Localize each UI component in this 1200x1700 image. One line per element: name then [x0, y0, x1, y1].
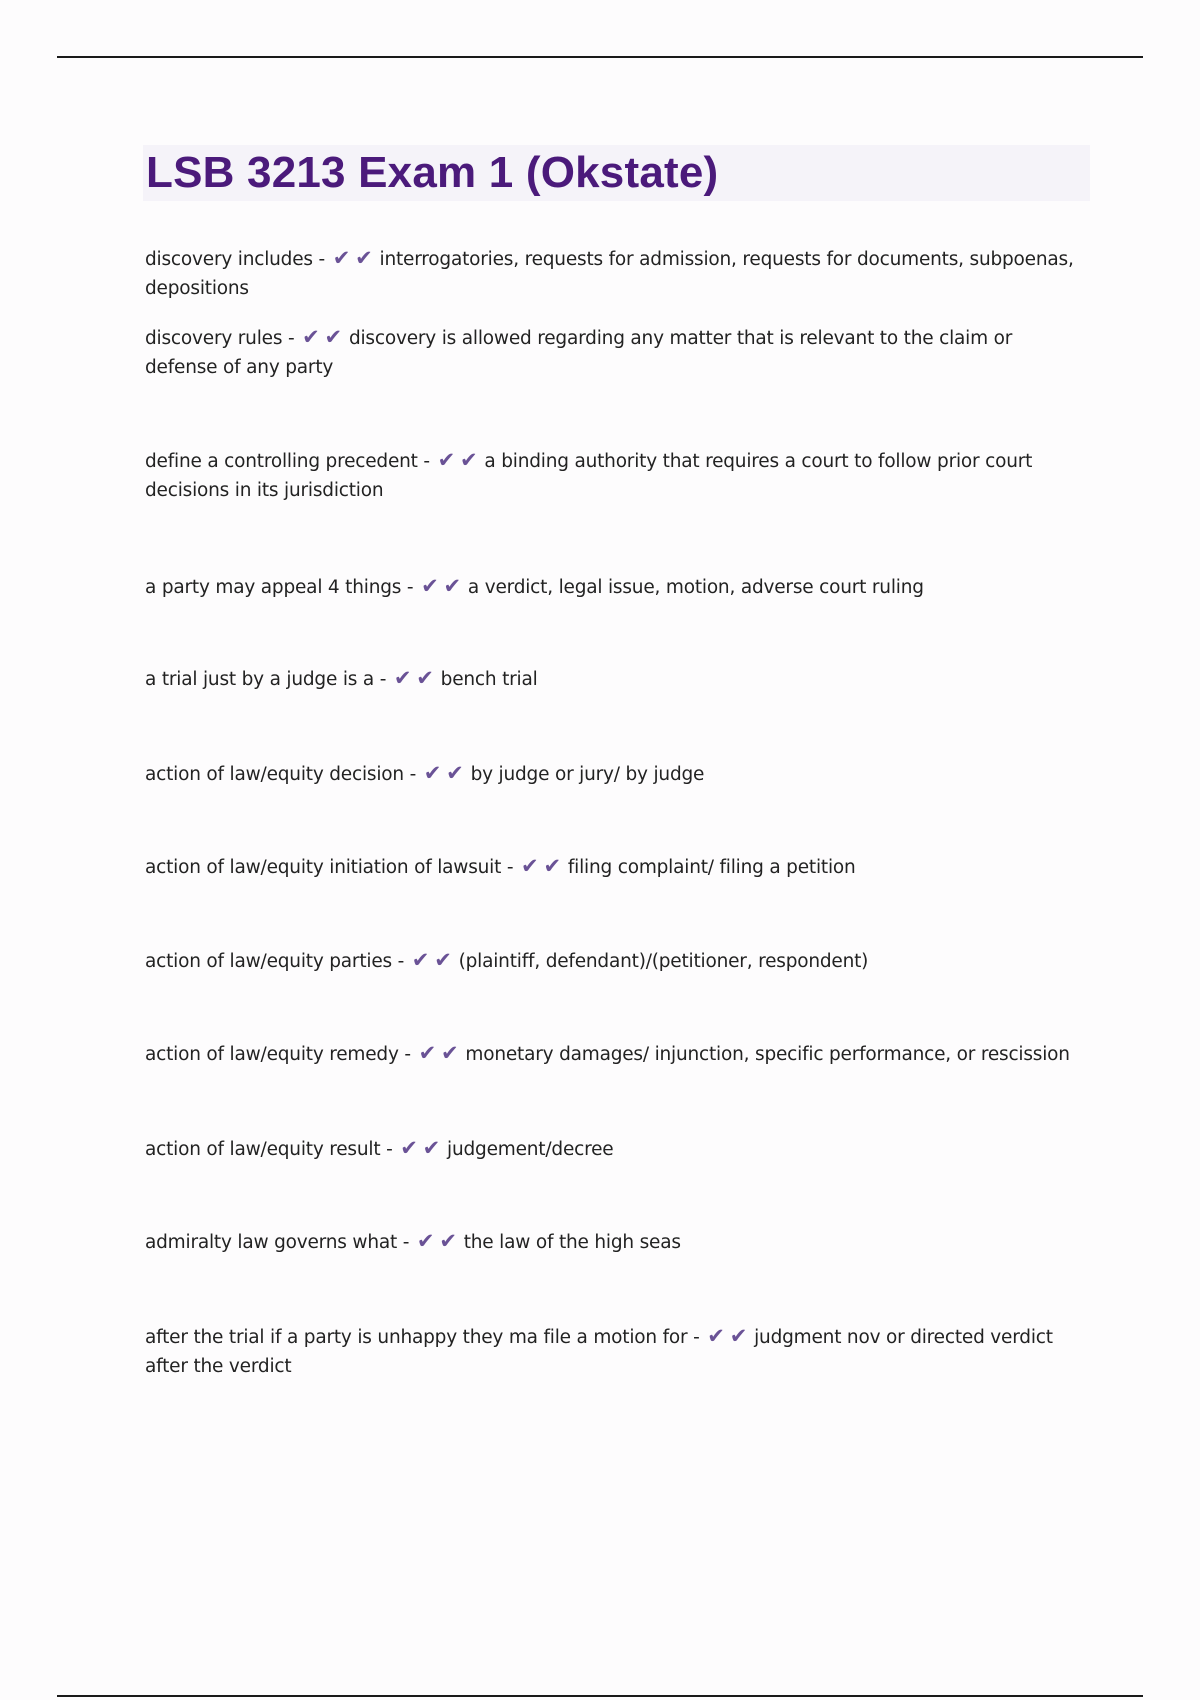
check-icon: ✔: [423, 761, 442, 785]
check-icon: ✔: [411, 948, 430, 972]
qa-term: a trial just by a judge is a -: [145, 669, 387, 690]
double-check-icon: [421, 572, 466, 601]
check-icon: ✔: [324, 325, 342, 349]
qa-term: after the trial if a party is unhappy they ma file a motion for -: [145, 1327, 700, 1348]
check-icon: ✔: [355, 246, 373, 270]
check-icon: ✔: [437, 448, 455, 472]
qa-term: action of law/equity result -: [145, 1139, 393, 1160]
qa-item: [145, 852, 1090, 882]
qa-term: action of law/equity parties -: [145, 951, 405, 972]
qa-answer: (plaintiff, defendant)/(petitioner, respondent): [458, 951, 869, 972]
double-check-icon: [438, 446, 483, 475]
check-icon: ✔: [446, 761, 464, 785]
double-check-icon: [333, 244, 378, 273]
qa-term: define a controlling precedent -: [145, 451, 430, 472]
double-check-icon: [707, 1322, 752, 1351]
check-icon: ✔: [332, 246, 351, 270]
check-icon: ✔: [443, 574, 461, 598]
bottom-rule: [57, 1695, 1143, 1697]
check-icon: ✔: [422, 1136, 441, 1160]
check-icon: ✔: [729, 1324, 748, 1348]
check-icon: ✔: [416, 1229, 435, 1253]
check-icon: ✔: [393, 666, 412, 690]
check-icon: ✔: [416, 666, 434, 690]
qa-item: [145, 323, 1090, 382]
qa-item: [145, 1227, 1090, 1257]
check-icon: ✔: [439, 1229, 457, 1253]
qa-answer: filing complaint/ filing a petition: [567, 857, 856, 878]
double-check-icon: [394, 664, 439, 693]
double-check-icon: [412, 946, 457, 975]
double-check-icon: [521, 852, 566, 881]
qa-answer: interrogatories, requests for admission, requests for documents, subpoenas, depositions: [145, 249, 1074, 299]
check-icon: ✔: [400, 1136, 418, 1160]
qa-item: [145, 1134, 1090, 1164]
double-check-icon: [417, 1227, 462, 1256]
qa-item: [145, 446, 1090, 505]
qa-answer: bench trial: [440, 669, 538, 690]
qa-item: [145, 572, 1090, 602]
qa-item: [145, 1039, 1090, 1069]
check-icon: ✔: [421, 574, 439, 598]
qa-answer: by judge or jury/ by judge: [470, 764, 705, 785]
qa-term: discovery includes -: [145, 249, 325, 270]
check-icon: ✔: [434, 948, 452, 972]
check-icon: ✔: [543, 854, 561, 878]
double-check-icon: [400, 1134, 445, 1163]
qa-item: [145, 244, 1090, 303]
qa-term: admiralty law governs what -: [145, 1232, 410, 1253]
qa-item: [145, 759, 1090, 789]
qa-answer: a binding authority that requires a court to follow prior court decisions in its jurisdiction: [145, 451, 1033, 501]
qa-answer: judgment nov or directed verdict after the verdict: [145, 1327, 1053, 1377]
check-icon: ✔: [418, 1041, 436, 1065]
double-check-icon: [419, 1039, 464, 1068]
check-icon: ✔: [302, 325, 320, 349]
qa-term: action of law/equity remedy -: [145, 1044, 411, 1065]
check-icon: ✔: [521, 854, 539, 878]
qa-answer: monetary damages/ injunction, specific performance, or rescission: [465, 1044, 1070, 1065]
qa-item: [145, 664, 1090, 694]
qa-term: discovery rules -: [145, 328, 295, 349]
qa-answer: the law of the high seas: [463, 1232, 681, 1253]
check-icon: ✔: [707, 1324, 725, 1348]
qa-term: a party may appeal 4 things -: [145, 577, 414, 598]
check-icon: ✔: [440, 1041, 459, 1065]
qa-item: [145, 946, 1090, 976]
document-title: LSB 3213 Exam 1 (Okstate): [146, 148, 719, 197]
top-rule: [57, 56, 1143, 58]
qa-item: [145, 1322, 1090, 1381]
qa-answer: judgement/decree: [447, 1139, 614, 1160]
qa-term: action of law/equity initiation of lawsuit -: [145, 857, 514, 878]
qa-term: action of law/equity decision -: [145, 764, 417, 785]
double-check-icon: [424, 759, 469, 788]
qa-answer: a verdict, legal issue, motion, adverse court ruling: [467, 577, 924, 598]
qa-answer: discovery is allowed regarding any matter that is relevant to the claim or defense of any party: [145, 328, 1013, 378]
check-icon: ✔: [459, 448, 478, 472]
double-check-icon: [302, 323, 347, 352]
